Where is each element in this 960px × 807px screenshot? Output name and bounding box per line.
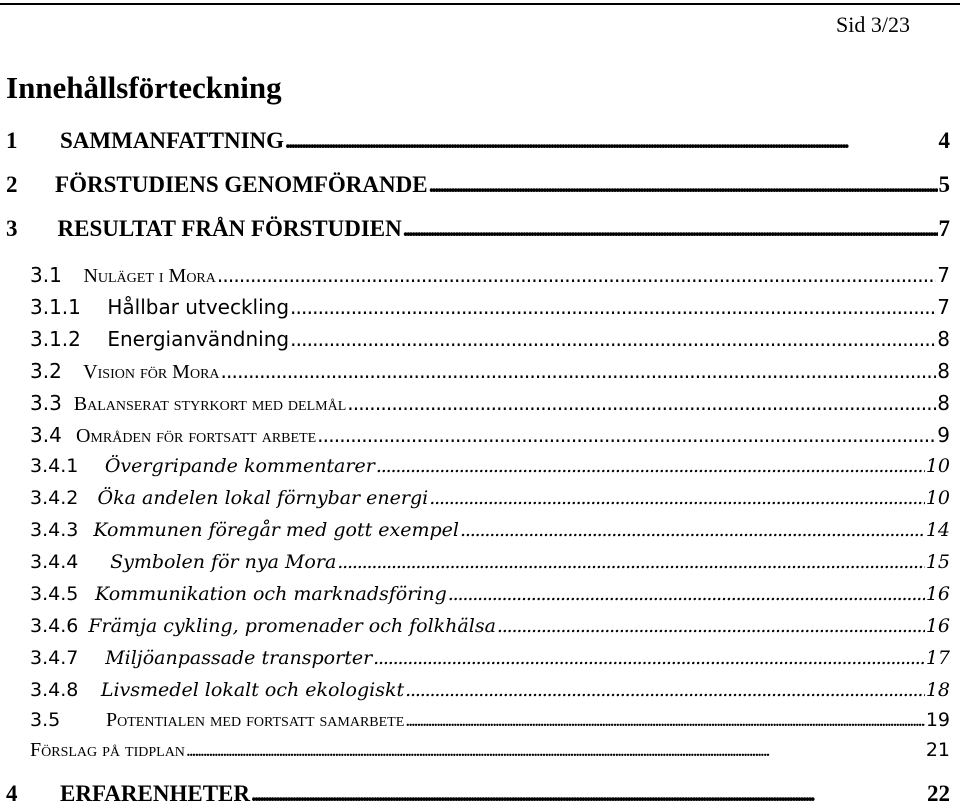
toc-entry-page: 15 xyxy=(925,551,950,573)
toc-entry-number: 3.4.4 xyxy=(30,551,79,573)
toc-leader xyxy=(290,327,936,351)
toc-leader xyxy=(285,128,937,154)
toc-entry-label: ERFARENHETER xyxy=(60,781,250,806)
toc-entry-label: Områden för fortsatt arbete xyxy=(75,425,317,447)
toc-entry-label: Livsmedel lokalt och ekologiskt xyxy=(100,679,405,701)
toc-entry-page: 10 xyxy=(925,487,950,509)
toc-entry[interactable] xyxy=(30,739,950,762)
toc-entry-label: Miljöanpassade transporter xyxy=(105,647,373,669)
toc-entry-label: Förslag på tidplan xyxy=(30,739,185,761)
toc-entry[interactable] xyxy=(30,423,950,448)
toc-entry-label: Balanserat styrkort med delmål xyxy=(73,393,347,415)
toc-entry-number: 3.1.2 xyxy=(30,327,81,351)
toc-entry-label: Potentialen med fortsatt samarbete xyxy=(106,709,405,731)
toc-entry-number: 3.4.1 xyxy=(30,455,79,477)
toc-leader xyxy=(403,216,938,242)
toc-entry-number: 2 xyxy=(6,172,18,197)
toc-entry-page: 4 xyxy=(938,128,950,153)
toc-leader xyxy=(217,263,936,287)
toc-entry-label: Symbolen för nya Mora xyxy=(110,551,337,573)
toc-entry[interactable] xyxy=(6,172,950,198)
toc-entry[interactable] xyxy=(30,359,950,384)
toc-entry-number: 3.4 xyxy=(30,423,62,447)
toc-entry[interactable] xyxy=(30,391,950,416)
toc-leader xyxy=(376,455,925,477)
page-number-label: Sid 3/23 xyxy=(836,12,910,37)
toc-leader xyxy=(317,423,936,447)
toc-entry-number: 3.5 xyxy=(30,709,61,731)
toc-entry[interactable] xyxy=(30,709,950,732)
toc-leader xyxy=(337,551,925,573)
toc-entry-label: RESULTAT FRÅN FÖRSTUDIEN xyxy=(57,216,402,241)
toc-entry-page: 8 xyxy=(937,327,950,351)
toc-entry-page: 19 xyxy=(925,709,950,731)
toc-entry-label: Hållbar utveckling xyxy=(107,295,290,319)
toc-entry-number: 1 xyxy=(6,128,18,153)
toc-entry[interactable] xyxy=(6,216,950,242)
toc-entry-page: 18 xyxy=(925,679,950,701)
toc-entry[interactable] xyxy=(30,615,950,637)
toc-entry[interactable] xyxy=(6,781,950,807)
toc-leader xyxy=(251,781,926,807)
toc-entry-number: 3.4.7 xyxy=(30,647,79,669)
toc-entry-label: Övergripande kommentarer xyxy=(104,455,375,477)
page-title: Innehållsförteckning xyxy=(6,70,282,105)
toc-leader xyxy=(405,709,925,732)
toc-entry[interactable] xyxy=(30,295,950,319)
toc-entry-page: 9 xyxy=(937,423,950,447)
toc-entry[interactable] xyxy=(30,679,950,701)
toc-entry[interactable] xyxy=(30,551,950,573)
toc-entry[interactable] xyxy=(30,647,950,669)
toc-entry-page: 10 xyxy=(925,455,950,477)
toc-entry[interactable] xyxy=(30,455,950,477)
toc-entry-number: 3.4.2 xyxy=(30,487,79,509)
toc-leader xyxy=(221,359,937,383)
toc-entry-number: 3.4.8 xyxy=(30,679,79,701)
toc-entry[interactable] xyxy=(30,519,950,541)
toc-leader xyxy=(290,295,936,319)
toc-entry-number: 3.4.3 xyxy=(30,519,79,541)
toc-entry[interactable] xyxy=(6,128,950,154)
toc-entry-label: FÖRSTUDIENS GENOMFÖRANDE xyxy=(55,172,428,197)
toc-entry-page: 7 xyxy=(937,263,950,287)
toc-entry-label: Energianvändning xyxy=(107,327,290,351)
toc-entry-page: 22 xyxy=(927,781,950,806)
toc-entry-label: Kommunikation och marknadsföring xyxy=(95,583,447,605)
toc-entry-page: 8 xyxy=(937,359,950,383)
toc-entry[interactable] xyxy=(30,263,950,288)
toc-leader xyxy=(405,679,925,701)
toc-leader xyxy=(448,583,925,605)
toc-entry[interactable] xyxy=(30,487,950,509)
toc-leader xyxy=(429,172,938,198)
toc-entry-number: 3.3 xyxy=(30,391,62,415)
toc-entry-page: 16 xyxy=(925,615,950,637)
toc-entry-label: Främja cykling, promenader och folkhälsa xyxy=(88,615,496,637)
toc-entry-number: 3 xyxy=(6,216,18,241)
toc-entry-page: 14 xyxy=(925,519,950,541)
toc-leader xyxy=(347,391,936,415)
toc-leader xyxy=(497,615,925,637)
toc-entry-page: 17 xyxy=(925,647,950,669)
toc-entry[interactable] xyxy=(30,583,950,605)
toc-leader xyxy=(460,519,925,541)
toc-entry-page: 16 xyxy=(925,583,950,605)
toc-entry-number: 3.1 xyxy=(30,263,62,287)
toc-entry-page: 21 xyxy=(925,739,950,761)
toc-leader xyxy=(373,647,925,669)
toc-entry-label: Kommunen föregår med gott exempel xyxy=(93,519,459,541)
toc-entry-page: 5 xyxy=(938,172,950,197)
toc-entry-number: 3.4.6 xyxy=(30,615,79,637)
toc-leader xyxy=(429,487,925,509)
toc-entry-label: SAMMANFATTNING xyxy=(60,128,285,153)
toc-entry-page: 7 xyxy=(937,295,950,319)
toc-entry-label: Nuläget i Mora xyxy=(83,265,216,287)
toc-entry-number: 4 xyxy=(6,781,18,806)
toc-entry-number: 3.2 xyxy=(30,359,62,383)
toc-entry-page: 8 xyxy=(937,391,950,415)
toc-leader xyxy=(186,739,925,762)
toc-entry-number: 3.4.5 xyxy=(30,583,79,605)
toc-entry[interactable] xyxy=(30,327,950,351)
toc-entry-label: Vision för Mora xyxy=(83,361,220,383)
toc-entry-number: 3.1.1 xyxy=(30,295,81,319)
toc-entry-label: Öka andelen lokal förnybar energi xyxy=(97,487,429,509)
toc-entry-page: 7 xyxy=(938,216,950,241)
